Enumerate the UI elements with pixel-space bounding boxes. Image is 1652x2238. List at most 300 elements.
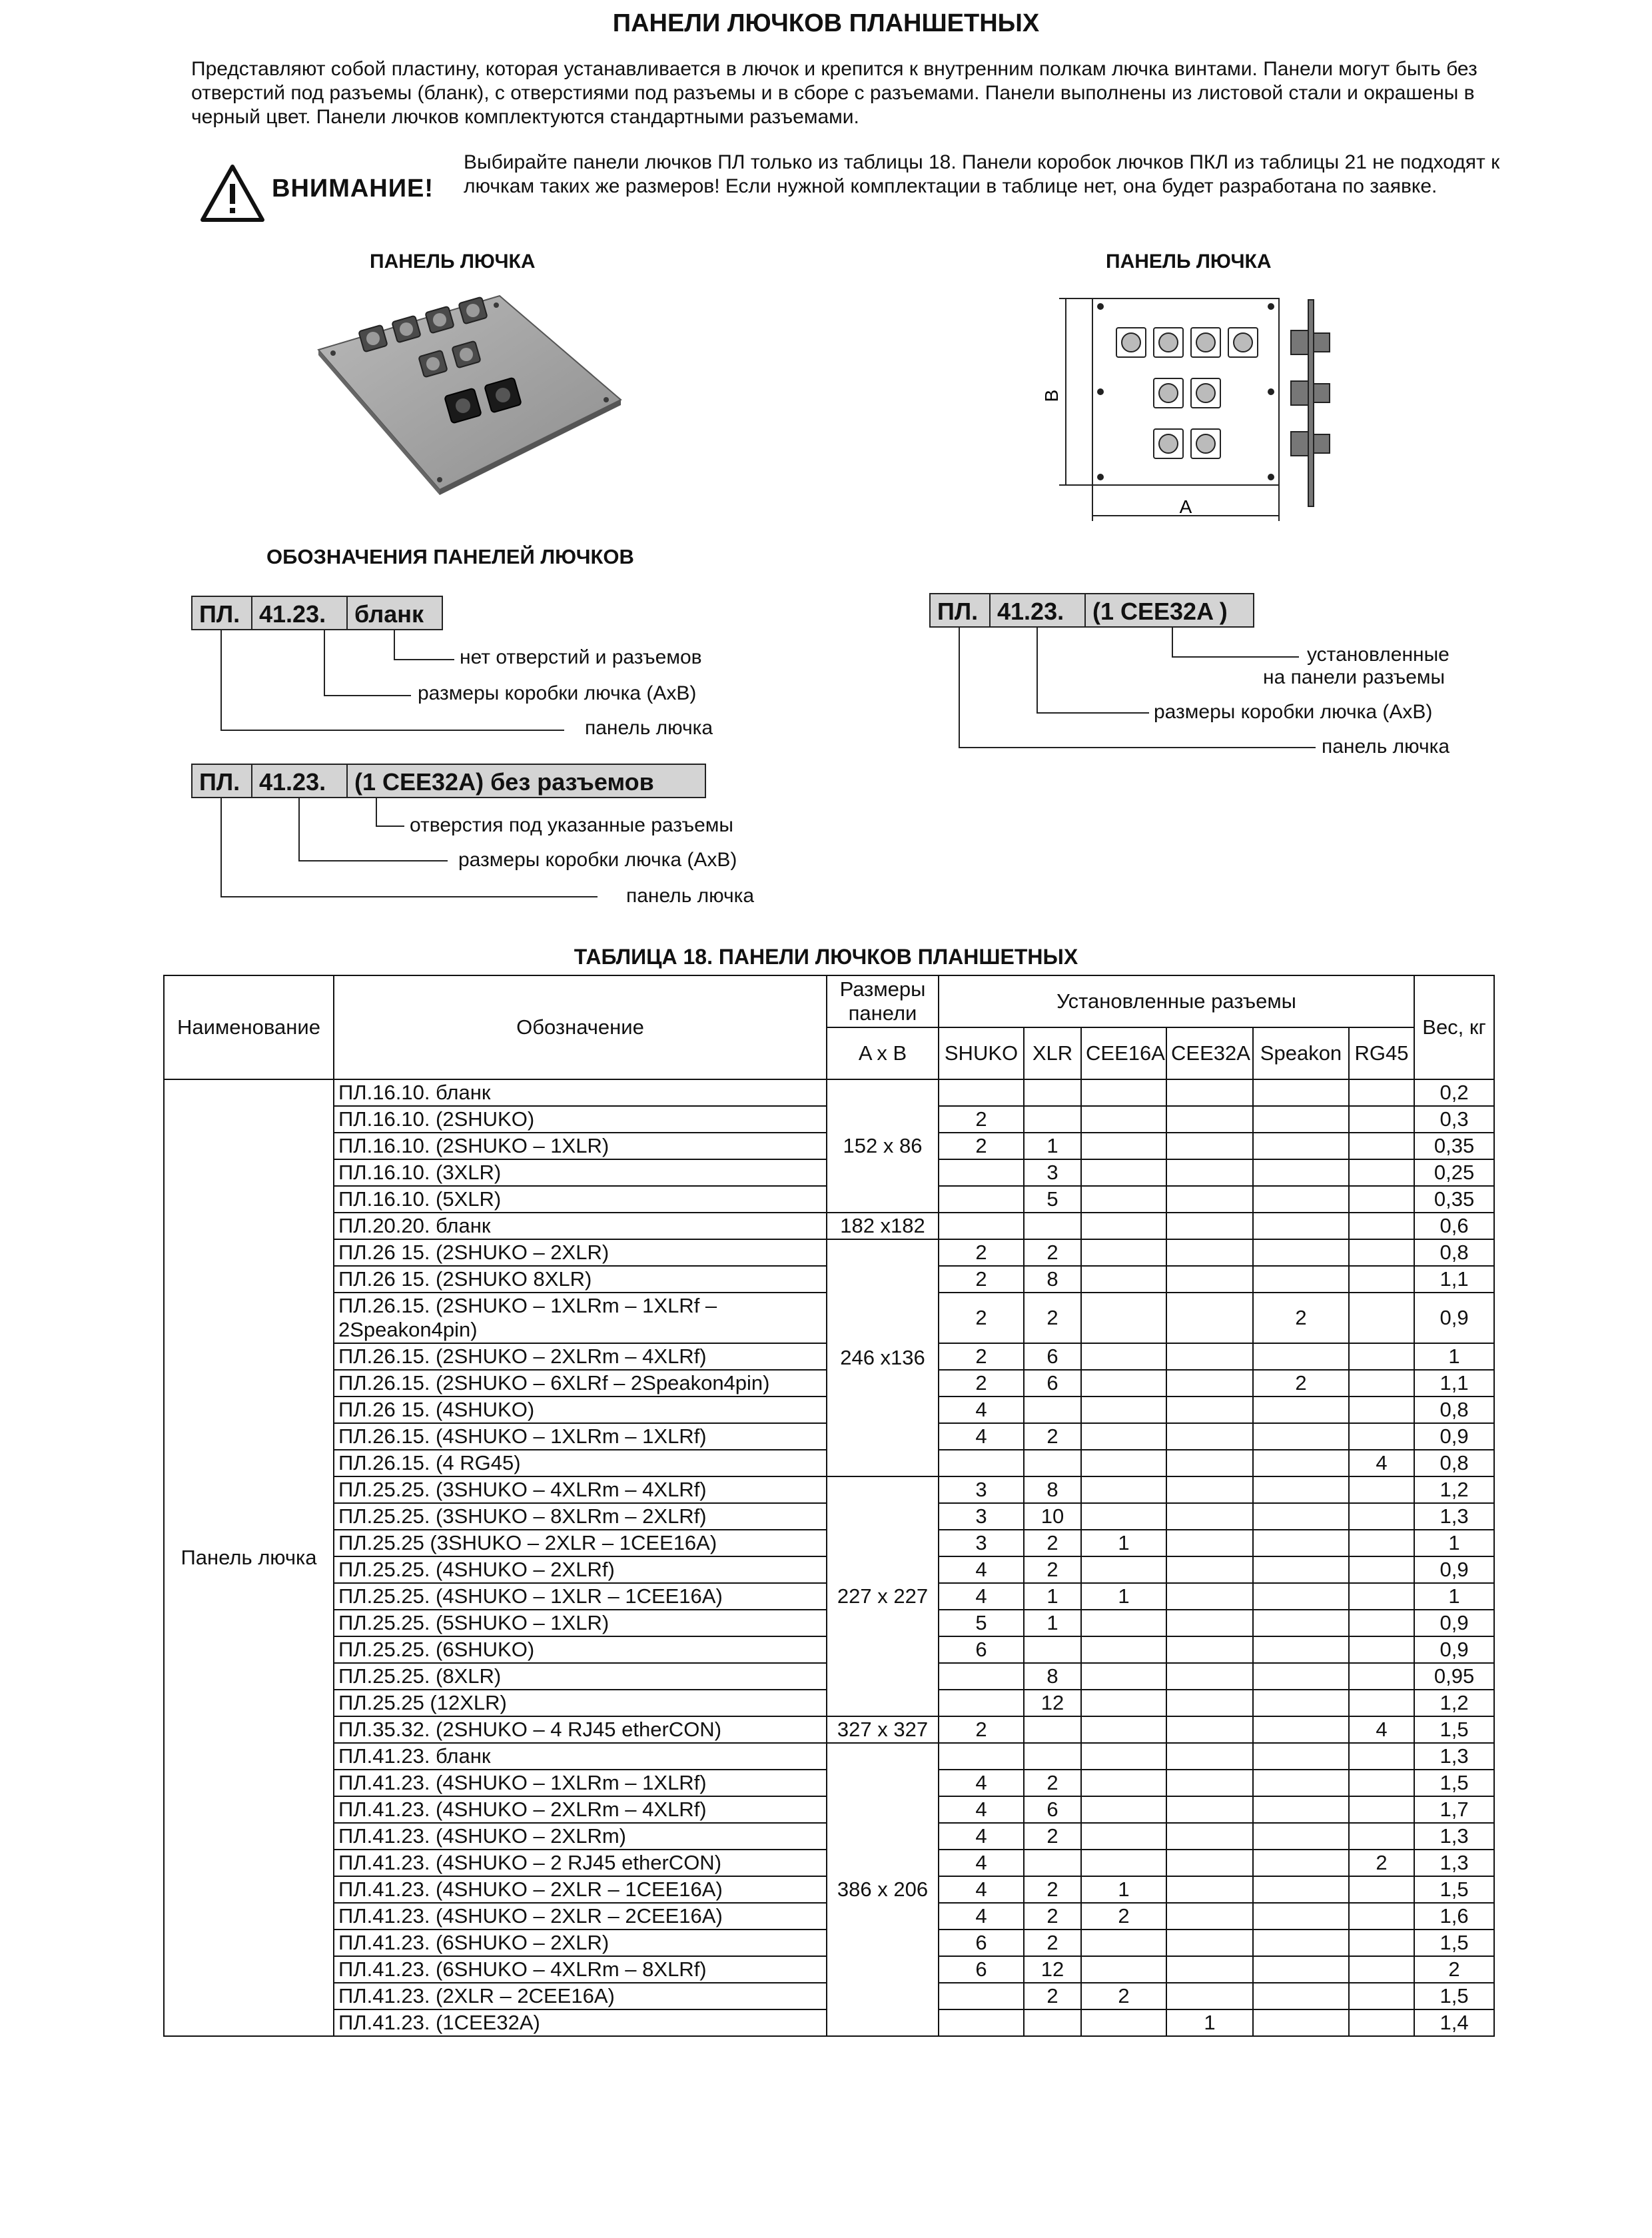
cell-shuko: 4 (939, 1876, 1024, 1903)
designation-1-part-prefix: ПЛ. (191, 596, 252, 630)
cell-cee32a (1166, 1770, 1253, 1796)
cell-xlr: 2 (1024, 1823, 1081, 1850)
cell-shuko: 2 (939, 1266, 1024, 1293)
cell-shuko: 2 (939, 1716, 1024, 1743)
cell-speakon (1253, 1266, 1349, 1293)
cell-rg45: 4 (1349, 1716, 1414, 1743)
cell-cee16a (1081, 1079, 1166, 1106)
cell-cee32a (1166, 1106, 1253, 1133)
cell-weight: 0,35 (1414, 1133, 1494, 1159)
cell-weight: 0,95 (1414, 1663, 1494, 1690)
cell-rg45 (1349, 1823, 1414, 1850)
cell-cee32a (1166, 1530, 1253, 1556)
header-col-shuko: SHUKO (939, 1027, 1024, 1079)
cell-cee32a (1166, 1716, 1253, 1743)
cell-shuko: 3 (939, 1476, 1024, 1503)
cell-speakon (1253, 1423, 1349, 1450)
cell-rg45 (1349, 1503, 1414, 1530)
cell-cee32a (1166, 1343, 1253, 1370)
cell-xlr: 2 (1024, 1239, 1081, 1266)
cell-size: 182 x182 (827, 1213, 939, 1239)
header-weight: Вес, кг (1414, 975, 1494, 1079)
designation-3-part-size: 41.23. (989, 593, 1086, 628)
cell-cee16a (1081, 1823, 1166, 1850)
cell-shuko: 4 (939, 1823, 1024, 1850)
cell-designation: ПЛ.41.23. (4SHUKO – 2XLRm) (334, 1823, 827, 1850)
cell-rg45 (1349, 1079, 1414, 1106)
cell-designation: ПЛ.35.32. (2SHUKO – 4 RJ45 etherCON) (334, 1716, 827, 1743)
cell-designation: ПЛ.16.10. (2SHUKO) (334, 1106, 827, 1133)
cell-speakon (1253, 1930, 1349, 1956)
cell-cee32a (1166, 1850, 1253, 1876)
cell-weight: 1,2 (1414, 1690, 1494, 1716)
cell-cee16a (1081, 1556, 1166, 1583)
cell-xlr: 1 (1024, 1583, 1081, 1610)
cell-designation: ПЛ.41.23. (2XLR – 2CEE16A) (334, 1983, 827, 2009)
cell-cee32a (1166, 1186, 1253, 1213)
cell-shuko: 4 (939, 1796, 1024, 1823)
cell-rg45 (1349, 1293, 1414, 1343)
cell-shuko: 4 (939, 1850, 1024, 1876)
cell-speakon (1253, 1159, 1349, 1186)
cell-cee32a (1166, 1876, 1253, 1903)
cell-speakon (1253, 1239, 1349, 1266)
cell-xlr (1024, 1213, 1081, 1239)
cell-cee32a (1166, 1903, 1253, 1930)
cell-shuko (939, 1663, 1024, 1690)
cell-cee32a (1166, 1266, 1253, 1293)
cell-speakon (1253, 1397, 1349, 1423)
cell-rg45 (1349, 1796, 1414, 1823)
cell-size: 246 x136 (827, 1239, 939, 1476)
cell-weight: 1,3 (1414, 1503, 1494, 1530)
cell-weight: 1,3 (1414, 1743, 1494, 1770)
cell-weight: 1,5 (1414, 1770, 1494, 1796)
cell-cee16a (1081, 1503, 1166, 1530)
header-col-speakon: Speakon (1253, 1027, 1349, 1079)
cell-weight: 1,5 (1414, 1716, 1494, 1743)
cell-speakon (1253, 1770, 1349, 1796)
cell-cee32a (1166, 1796, 1253, 1823)
cell-speakon (1253, 1876, 1349, 1903)
cell-cee16a (1081, 1450, 1166, 1476)
cell-cee16a (1081, 1266, 1166, 1293)
cell-xlr: 6 (1024, 1343, 1081, 1370)
cell-cee16a (1081, 1690, 1166, 1716)
figure-left-title: ПАНЕЛЬ ЛЮЧКА (370, 251, 536, 273)
cell-cee16a (1081, 1850, 1166, 1876)
designation-2-part-suffix: (1 CEE32A) без разъемов (346, 764, 706, 798)
cell-speakon (1253, 1796, 1349, 1823)
cell-weight: 1 (1414, 1583, 1494, 1610)
designations-title: ОБОЗНАЧЕНИЯ ПАНЕЛЕЙ ЛЮЧКОВ (266, 545, 634, 568)
cell-designation: ПЛ.41.23. (4SHUKO – 2XLR – 2CEE16A) (334, 1903, 827, 1930)
cell-weight: 1,3 (1414, 1823, 1494, 1850)
cell-speakon (1253, 1956, 1349, 1983)
cell-xlr: 6 (1024, 1796, 1081, 1823)
cell-cee32a: 1 (1166, 2009, 1253, 2036)
cell-shuko: 2 (939, 1133, 1024, 1159)
cell-cee32a (1166, 1823, 1253, 1850)
cell-shuko: 6 (939, 1930, 1024, 1956)
cell-cee16a (1081, 1397, 1166, 1423)
cell-rg45 (1349, 1743, 1414, 1770)
cell-xlr: 2 (1024, 1930, 1081, 1956)
cell-designation: ПЛ.41.23. (6SHUKO – 2XLR) (334, 1930, 827, 1956)
cell-shuko: 5 (939, 1610, 1024, 1636)
cell-designation: ПЛ.26 15. (2SHUKO – 2XLR) (334, 1239, 827, 1266)
cell-cee32a (1166, 1930, 1253, 1956)
cell-cee32a (1166, 1503, 1253, 1530)
cell-designation: ПЛ.26.15. (2SHUKO – 1XLRm – 1XLRf – 2Speakon4pin) (334, 1293, 827, 1343)
cell-cee16a (1081, 1930, 1166, 1956)
header-col-xlr: XLR (1024, 1027, 1081, 1079)
cell-designation: ПЛ.41.23. (1CEE32A) (334, 2009, 827, 2036)
warning-label: ВНИМАНИЕ! (272, 175, 434, 203)
cell-rg45 (1349, 1133, 1414, 1159)
header-designation: Обозначение (334, 975, 827, 1079)
cell-rg45 (1349, 1266, 1414, 1293)
cell-rg45 (1349, 1476, 1414, 1503)
cell-rg45 (1349, 1930, 1414, 1956)
cell-xlr (1024, 1106, 1081, 1133)
cell-cee16a (1081, 1423, 1166, 1450)
cell-shuko: 6 (939, 1956, 1024, 1983)
designation-2-lead-suffix: отверстия под указанные разъемы (410, 814, 733, 836)
cell-cee32a (1166, 1079, 1253, 1106)
cell-rg45 (1349, 1397, 1414, 1423)
cell-shuko (939, 1213, 1024, 1239)
designation-3-lead-suffix-line1: установленные (1307, 644, 1449, 666)
cell-shuko: 3 (939, 1530, 1024, 1556)
cell-cee16a: 2 (1081, 1983, 1166, 2009)
cell-shuko (939, 1743, 1024, 1770)
cell-weight: 2 (1414, 1956, 1494, 1983)
cell-cee32a (1166, 1583, 1253, 1610)
cell-designation: ПЛ.25.25. (4SHUKO – 1XLR – 1CEE16A) (334, 1583, 827, 1610)
cell-shuko: 4 (939, 1423, 1024, 1450)
cell-rg45 (1349, 2009, 1414, 2036)
cell-weight: 0,9 (1414, 1636, 1494, 1663)
cell-cee32a (1166, 1556, 1253, 1583)
cell-designation: ПЛ.16.10. (2SHUKO – 1XLR) (334, 1133, 827, 1159)
cell-cee16a (1081, 1956, 1166, 1983)
cell-weight: 0,8 (1414, 1397, 1494, 1423)
cell-speakon (1253, 1743, 1349, 1770)
designation-3-lead-suffix-line2: на панели разъемы (1263, 666, 1446, 688)
cell-speakon (1253, 1690, 1349, 1716)
cell-shuko: 2 (939, 1106, 1024, 1133)
cell-rg45 (1349, 1530, 1414, 1556)
cell-speakon (1253, 1079, 1349, 1106)
cell-speakon (1253, 1530, 1349, 1556)
cell-xlr (1024, 1450, 1081, 1476)
cell-weight: 0,9 (1414, 1610, 1494, 1636)
cell-rg45 (1349, 1159, 1414, 1186)
designation-3-part-suffix: (1 CEE32A ) (1084, 593, 1254, 628)
designation-2-part-size: 41.23. (251, 764, 348, 798)
cell-speakon (1253, 1343, 1349, 1370)
cell-rg45 (1349, 1636, 1414, 1663)
header-connectors: Установленные разъемы (939, 975, 1414, 1027)
designation-2-lead-prefix: панель лючка (626, 885, 755, 907)
cell-rg45 (1349, 1876, 1414, 1903)
cell-xlr: 2 (1024, 1770, 1081, 1796)
designation-1-part-suffix: бланк (346, 596, 443, 630)
cell-weight: 0,9 (1414, 1293, 1494, 1343)
cell-cee32a (1166, 1133, 1253, 1159)
cell-cee32a (1166, 1663, 1253, 1690)
cell-xlr: 1 (1024, 1133, 1081, 1159)
cell-xlr: 5 (1024, 1186, 1081, 1213)
cell-size: 386 x 206 (827, 1743, 939, 2036)
cell-cee16a (1081, 1213, 1166, 1239)
cell-cee32a (1166, 1610, 1253, 1636)
cell-cee32a (1166, 1239, 1253, 1266)
cell-designation: ПЛ.25.25. (8XLR) (334, 1663, 827, 1690)
cell-rg45 (1349, 1690, 1414, 1716)
cell-cee16a (1081, 1343, 1166, 1370)
cell-designation: ПЛ.20.20. бланк (334, 1213, 827, 1239)
dimension-b-label: B (1041, 389, 1062, 402)
cell-cee16a: 1 (1081, 1876, 1166, 1903)
cell-speakon (1253, 1133, 1349, 1159)
cell-cee16a (1081, 1663, 1166, 1690)
cell-shuko: 4 (939, 1770, 1024, 1796)
cell-size: 327 x 327 (827, 1716, 939, 1743)
designation-3-lead-prefix: панель лючка (1322, 736, 1450, 758)
cell-rg45 (1349, 1583, 1414, 1610)
cell-cee16a (1081, 1610, 1166, 1636)
header-col-cee32a: CEE32A (1166, 1027, 1253, 1079)
cell-shuko: 2 (939, 1239, 1024, 1266)
cell-speakon (1253, 1610, 1349, 1636)
cell-cee16a (1081, 1796, 1166, 1823)
cell-weight: 0,8 (1414, 1239, 1494, 1266)
cell-cee16a: 1 (1081, 1583, 1166, 1610)
cell-xlr: 8 (1024, 1266, 1081, 1293)
cell-weight: 1 (1414, 1343, 1494, 1370)
cell-rg45 (1349, 1370, 1414, 1397)
cell-cee16a (1081, 1476, 1166, 1503)
cell-cee32a (1166, 1159, 1253, 1186)
cell-designation: ПЛ.41.23. (4SHUKO – 2 RJ45 etherCON) (334, 1850, 827, 1876)
cell-rg45 (1349, 1983, 1414, 2009)
cell-speakon (1253, 1476, 1349, 1503)
cell-xlr (1024, 1850, 1081, 1876)
cell-designation: ПЛ.25.25 (12XLR) (334, 1690, 827, 1716)
cell-designation: ПЛ.26 15. (4SHUKO) (334, 1397, 827, 1423)
cell-speakon (1253, 1636, 1349, 1663)
cell-name: Панель лючка (164, 1079, 334, 2036)
table-row (164, 1239, 1494, 1266)
cell-xlr: 3 (1024, 1159, 1081, 1186)
cell-rg45 (1349, 1610, 1414, 1636)
cell-shuko (939, 1983, 1024, 2009)
cell-cee16a (1081, 1239, 1166, 1266)
cell-xlr: 2 (1024, 1293, 1081, 1343)
cell-cee16a (1081, 1770, 1166, 1796)
cell-cee32a (1166, 1636, 1253, 1663)
cell-cee16a (1081, 1133, 1166, 1159)
header-col-cee16a: CEE16A (1081, 1027, 1166, 1079)
cell-speakon (1253, 1983, 1349, 2009)
cell-designation: ПЛ.26.15. (4SHUKO – 1XLRm – 1XLRf) (334, 1423, 827, 1450)
designation-1-lead-suffix: нет отверстий и разъемов (460, 646, 702, 668)
cell-weight: 1,5 (1414, 1983, 1494, 2009)
cell-speakon (1253, 1850, 1349, 1876)
cell-xlr: 12 (1024, 1956, 1081, 1983)
cell-xlr: 2 (1024, 1423, 1081, 1450)
cell-speakon (1253, 1450, 1349, 1476)
cell-size: 152 x 86 (827, 1079, 939, 1213)
designation-2-lead-size: размеры коробки лючка (АхВ) (458, 849, 737, 871)
cell-weight: 1,7 (1414, 1796, 1494, 1823)
header-size-sub: A x B (827, 1027, 939, 1079)
cell-weight: 1,3 (1414, 1850, 1494, 1876)
cell-speakon (1253, 1823, 1349, 1850)
cell-xlr: 2 (1024, 1983, 1081, 2009)
cell-speakon (1253, 1186, 1349, 1213)
panel-3d-illustration (313, 286, 626, 500)
cell-designation: ПЛ.26.15. (2SHUKO – 6XLRf – 2Speakon4pin) (334, 1370, 827, 1397)
cell-cee32a (1166, 1397, 1253, 1423)
cell-weight: 1,5 (1414, 1930, 1494, 1956)
header-size: Размеры панели (827, 975, 939, 1027)
cell-speakon (1253, 1663, 1349, 1690)
cell-speakon (1253, 1106, 1349, 1133)
cell-weight: 1,4 (1414, 2009, 1494, 2036)
page-title: ПАНЕЛИ ЛЮЧКОВ ПЛАНШЕТНЫХ (612, 9, 1040, 37)
cell-rg45: 2 (1349, 1850, 1414, 1876)
cell-weight: 0,25 (1414, 1159, 1494, 1186)
cell-rg45 (1349, 1239, 1414, 1266)
header-name: Наименование (164, 975, 334, 1079)
cell-weight: 1,5 (1414, 1876, 1494, 1903)
cell-xlr: 1 (1024, 1610, 1081, 1636)
cell-rg45 (1349, 1903, 1414, 1930)
cell-shuko: 4 (939, 1583, 1024, 1610)
cell-shuko: 3 (939, 1503, 1024, 1530)
cell-xlr: 6 (1024, 1370, 1081, 1397)
cell-cee32a (1166, 1450, 1253, 1476)
cell-shuko: 2 (939, 1370, 1024, 1397)
cell-cee32a (1166, 1956, 1253, 1983)
panel-technical-drawing (1039, 286, 1352, 526)
cell-cee16a (1081, 1159, 1166, 1186)
table-row (164, 1213, 1494, 1239)
cell-cee16a: 1 (1081, 1530, 1166, 1556)
cell-speakon (1253, 1903, 1349, 1930)
cell-xlr: 2 (1024, 1530, 1081, 1556)
cell-cee16a (1081, 1293, 1166, 1343)
cell-cee16a: 2 (1081, 1903, 1166, 1930)
cell-designation: ПЛ.16.10. (3XLR) (334, 1159, 827, 1186)
designation-3-part-prefix: ПЛ. (929, 593, 991, 628)
cell-weight: 0,2 (1414, 1079, 1494, 1106)
cell-designation: ПЛ.41.23. (4SHUKO – 1XLRm – 1XLRf) (334, 1770, 827, 1796)
cell-weight: 1,6 (1414, 1903, 1494, 1930)
cell-xlr: 10 (1024, 1503, 1081, 1530)
cell-xlr: 2 (1024, 1556, 1081, 1583)
cell-xlr (1024, 1397, 1081, 1423)
cell-designation: ПЛ.25.25. (6SHUKO) (334, 1636, 827, 1663)
cell-weight: 1 (1414, 1530, 1494, 1556)
cell-xlr: 12 (1024, 1690, 1081, 1716)
designation-2-part-prefix: ПЛ. (191, 764, 252, 798)
cell-cee32a (1166, 1476, 1253, 1503)
cell-rg45 (1349, 1770, 1414, 1796)
cell-designation: ПЛ.41.23. бланк (334, 1743, 827, 1770)
cell-designation: ПЛ.41.23. (4SHUKO – 2XLRm – 4XLRf) (334, 1796, 827, 1823)
table-row (164, 1716, 1494, 1743)
cell-weight: 0,9 (1414, 1556, 1494, 1583)
cell-weight: 1,1 (1414, 1266, 1494, 1293)
cell-weight: 0,35 (1414, 1186, 1494, 1213)
cell-rg45: 4 (1349, 1450, 1414, 1476)
cell-shuko: 4 (939, 1556, 1024, 1583)
cell-xlr: 2 (1024, 1876, 1081, 1903)
cell-shuko (939, 1079, 1024, 1106)
designation-3-lead-size: размеры коробки лючка (АхВ) (1154, 701, 1433, 723)
cell-shuko: 2 (939, 1343, 1024, 1370)
cell-speakon (1253, 1583, 1349, 1610)
cell-shuko (939, 1450, 1024, 1476)
cell-designation: ПЛ.25.25 (3SHUKO – 2XLR – 1CEE16A) (334, 1530, 827, 1556)
cell-shuko (939, 1159, 1024, 1186)
cell-designation: ПЛ.26.15. (4 RG45) (334, 1450, 827, 1476)
cell-xlr (1024, 1716, 1081, 1743)
cell-xlr (1024, 1743, 1081, 1770)
table-row (164, 1079, 1494, 1106)
cell-cee32a (1166, 1690, 1253, 1716)
cell-cee32a (1166, 1370, 1253, 1397)
cell-cee16a (1081, 1186, 1166, 1213)
figure-right-title: ПАНЕЛЬ ЛЮЧКА (1106, 251, 1272, 273)
cell-designation: ПЛ.16.10. (5XLR) (334, 1186, 827, 1213)
cell-shuko (939, 1186, 1024, 1213)
warning-icon (200, 164, 265, 223)
cell-cee32a (1166, 1983, 1253, 2009)
cell-cee32a (1166, 1213, 1253, 1239)
cell-cee16a (1081, 1743, 1166, 1770)
cell-weight: 0,9 (1414, 1423, 1494, 1450)
cell-designation: ПЛ.25.25. (5SHUKO – 1XLR) (334, 1610, 827, 1636)
cell-xlr: 8 (1024, 1663, 1081, 1690)
cell-cee16a (1081, 1106, 1166, 1133)
cell-shuko: 2 (939, 1293, 1024, 1343)
cell-designation: ПЛ.41.23. (4SHUKO – 2XLR – 1CEE16A) (334, 1876, 827, 1903)
cell-weight: 0,3 (1414, 1106, 1494, 1133)
cell-cee16a (1081, 2009, 1166, 2036)
cell-shuko (939, 1690, 1024, 1716)
cell-cee16a (1081, 1636, 1166, 1663)
cell-size: 227 x 227 (827, 1476, 939, 1716)
cell-rg45 (1349, 1213, 1414, 1239)
cell-rg45 (1349, 1106, 1414, 1133)
cell-xlr (1024, 2009, 1081, 2036)
dimension-a-label: A (1179, 496, 1192, 517)
cell-speakon (1253, 1556, 1349, 1583)
cell-cee16a (1081, 1370, 1166, 1397)
cell-shuko: 4 (939, 1397, 1024, 1423)
cell-designation: ПЛ.26.15. (2SHUKO – 2XLRm – 4XLRf) (334, 1343, 827, 1370)
cell-shuko: 6 (939, 1636, 1024, 1663)
designation-1-lead-prefix: панель лючка (585, 717, 713, 739)
cell-speakon (1253, 1213, 1349, 1239)
cell-speakon (1253, 1716, 1349, 1743)
designation-1-part-size: 41.23. (251, 596, 348, 630)
